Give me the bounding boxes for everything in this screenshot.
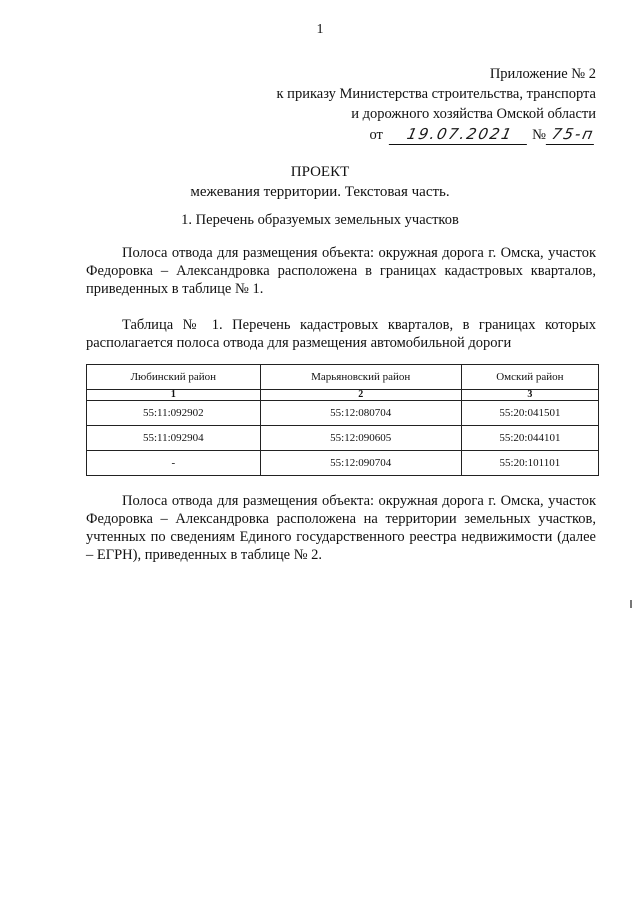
table-cell: - [87,451,261,476]
table-cell: 55:12:090704 [260,451,461,476]
paragraph-1: Полоса отвода для размещения объекта: окружная дорога г. Омска, участок Федоровка – Александровка расположена в границах кадастровых кварталов, приведенных в таблице № 1. [86,245,596,297]
table-cell: 55:12:090605 [260,426,461,451]
appendix-line-2: к приказу Министерства строительства, транспорта [276,86,596,102]
appendix-header [277,64,596,145]
table-row [87,426,599,451]
header-lyubinsky: Любинский район [87,365,261,390]
table-cell: 55:11:092904 [87,426,261,451]
table-row [87,451,599,476]
handwritten-date: 19.07.2021 [388,124,530,145]
table-cell: 55:11:092902 [87,401,261,426]
handwritten-order-number: 75-п [546,124,598,145]
table-cell: 55:20:044101 [461,426,598,451]
appendix-line-1: Приложение № 2 [489,66,596,82]
table-1-caption: Таблица № 1. Перечень кадастровых кварталов, в границах которых располагается полоса отвода для размещения автомобильной дороги [86,317,596,351]
paragraph-2: Полоса отвода для размещения объекта: окружная дорога г. Омска, участок Федоровка – Александровка расположена на территории земельных участков, учтенных по сведениям Единого государственного реестра недвижимости (далее – ЕГРН), приведенных в таблице № 2. [86,493,596,563]
cadastral-quarters-table [86,364,599,476]
table-cell: 55:12:080704 [260,401,461,426]
table-cell: 55:20:101101 [461,451,598,476]
table-header-row [87,365,599,390]
appendix-line-3: и дорожного хозяйства Омской области [351,106,596,122]
header-omsky: Омский район [461,365,598,390]
scan-margin-mark [630,600,632,608]
table-column-numbers [87,390,599,401]
title-main: ПРОЕКТ [290,164,350,180]
column-number-2: 2 [260,390,461,401]
column-number-1: 1 [87,390,261,401]
document-title [0,162,640,202]
header-maryanovsky: Марьяновский район [260,365,461,390]
number-prefix: № [532,127,546,143]
date-prefix: от [369,127,383,143]
title-sub: межевания территории. Текстовая часть. [190,184,450,200]
table-cell: 55:20:041501 [461,401,598,426]
section-title: 1. Перечень образуемых земельных участков [181,212,459,228]
appendix-date-line [277,124,596,145]
column-number-3: 3 [461,390,598,401]
table-row [87,401,599,426]
page-number: 1 [316,22,324,37]
